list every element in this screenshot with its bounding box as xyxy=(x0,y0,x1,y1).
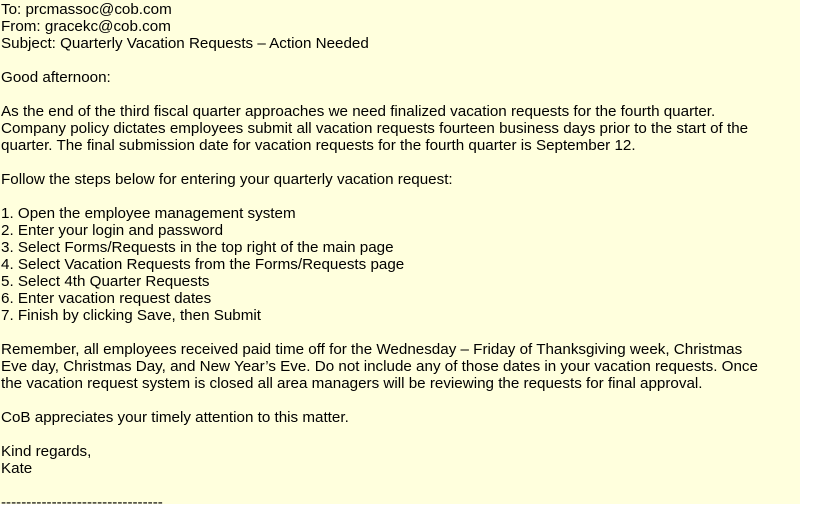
step-item: 6. Enter vacation request dates xyxy=(1,290,212,307)
intro-paragraph-line: As the end of the third fiscal quarter approaches we need finalized vacation requests for the fourth quarter. xyxy=(1,103,716,120)
step-item: 7. Finish by clicking Save, then Submit xyxy=(1,307,261,324)
signature-separator: -------------------------------- xyxy=(1,494,163,511)
step-item: 1. Open the employee management system xyxy=(1,205,296,222)
appreciation-line: CoB appreciates your timely attention to this matter. xyxy=(1,409,349,426)
greeting: Good afternoon: xyxy=(1,69,111,86)
blank-line xyxy=(1,477,800,494)
reminder-paragraph-line: the vacation request system is closed all area managers will be reviewing the requests for final approval. xyxy=(1,375,703,392)
step-item: 3. Select Forms/Requests in the top right of the main page xyxy=(1,239,394,256)
to-line: To: prcmassoc@cob.com xyxy=(1,1,172,18)
reminder-paragraph-line: Eve day, Christmas Day, and New Year’s Eve. Do not include any of those dates in your vacation requests. Once xyxy=(1,358,758,375)
steps-intro: Follow the steps below for entering your quarterly vacation request: xyxy=(1,171,453,188)
reminder-paragraph-line: Remember, all employees received paid time off for the Wednesday – Friday of Thanksgiving week, Christmas xyxy=(1,341,743,358)
signature: Kate xyxy=(1,460,33,477)
intro-paragraph-line: Company policy dictates employees submit all vacation requests fourteen business days prior to the start of the xyxy=(1,120,749,137)
blank-line xyxy=(1,324,800,341)
blank-line xyxy=(1,188,800,205)
blank-line xyxy=(1,86,800,103)
step-item: 4. Select Vacation Requests from the Forms/Requests page xyxy=(1,256,405,273)
steps-list xyxy=(1,205,800,324)
step-item: 5. Select 4th Quarter Requests xyxy=(1,273,210,290)
intro-paragraph-line: quarter. The final submission date for vacation requests for the fourth quarter is September 12. xyxy=(1,137,636,154)
blank-line xyxy=(1,154,800,171)
closing-line: Kind regards, xyxy=(1,443,92,460)
blank-line xyxy=(1,426,800,443)
subject-line: Subject: Quarterly Vacation Requests – Action Needed xyxy=(1,35,369,52)
blank-line xyxy=(1,52,800,69)
from-line: From: gracekc@cob.com xyxy=(1,18,171,35)
step-item: 2. Enter your login and password xyxy=(1,222,224,239)
blank-line xyxy=(1,392,800,409)
